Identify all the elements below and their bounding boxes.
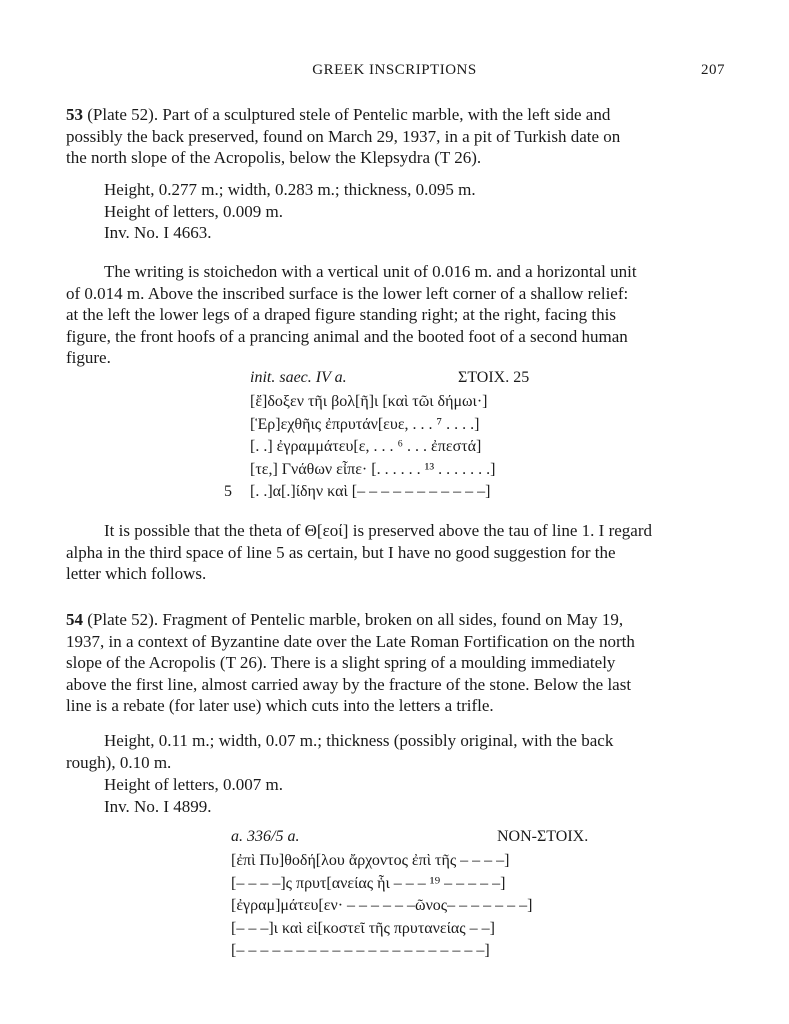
entry-53-intro-line-1: 53 (Plate 52). Part of a sculptured stele of Pentelic marble, with the left side and <box>66 105 611 124</box>
entry-54-intro <box>66 609 726 717</box>
inscription-line: [ἐπὶ Πυ]θοδή[λου ἄρχοντος ἐπὶ τῆς – – – –] <box>231 852 510 869</box>
entry-53-stoich-label: ΣΤΟΙΧ. 25 <box>458 369 530 386</box>
entry-54-intro-line-3: slope of the Acropolis (T 26). There is a slight spring of a moulding immediately <box>66 653 616 672</box>
entry-53-commentary <box>66 520 726 585</box>
entry-54-intro-line-5: line is a rebate (for later use) which cuts into the letters a trifle. <box>66 696 494 715</box>
entry-54-stoich-label: NON-ΣΤΟΙΧ. <box>497 828 589 845</box>
entry-53-description-line-4: figure, the front hoofs of a prancing animal and the booted foot of a second human <box>66 326 628 346</box>
entry-53-description <box>66 261 726 369</box>
inscription-line: [ἔ]δοξεν τῆι βολ[ῆ]ι [καὶ τῶι δήμωι·] <box>250 393 488 410</box>
entry-53-intro-line-2: possibly the back preserved, found on March 29, 1937, in a pit of Turkish date on <box>66 126 621 146</box>
entry-54-measurements <box>104 774 726 817</box>
entry-53-commentary-line-1: It is possible that the theta of Θ[εοί] is preserved above the tau of line 1. I regard <box>104 521 652 540</box>
entry-53-commentary-line-2: alpha in the third space of line 5 as certain, but I have no good suggestion for the <box>66 542 616 562</box>
inscription-line: [– – –]ι καὶ εἰ[κοστεῖ τῆς πρυτανείας – –] <box>231 919 495 937</box>
inscription-line: [ἐγραμ]μάτευ[εν· – – – – – –ῶνος– – – – – – –] <box>231 897 533 914</box>
entry-53-letter-height: Height of letters, 0.009 m. <box>104 201 283 221</box>
inscription-line-number: 5 <box>224 483 232 500</box>
inscription-line: [Ἑρ]εχθῆις ἐπρυτάν[ευε, . . . ⁷ . . . .] <box>250 415 480 433</box>
entry-53-commentary-line-3: letter which follows. <box>66 564 207 583</box>
running-head-title: GREEK INSCRIPTIONS <box>312 62 477 78</box>
entry-53-inscription <box>224 367 530 504</box>
entry-54-intro-line-4: above the first line, almost carried away by the fracture of the stone. Below the last <box>66 674 632 694</box>
entry-54-number: 54 <box>66 610 83 629</box>
entry-53-dimensions: Height, 0.277 m.; width, 0.283 m.; thickness, 0.095 m. <box>104 180 476 199</box>
entry-54-dimensions-line-1: Height, 0.11 m.; width, 0.07 m.; thickness (possibly original, with the back <box>104 731 614 750</box>
inscription-line: [. .] ἐγραμμάτευ[ε, . . . ⁶ . . . ἐπεστά] <box>250 438 482 455</box>
entry-53-inscription-header <box>250 367 530 391</box>
entry-53-description-line-1: The writing is stoichedon with a vertical unit of 0.016 m. and a horizontal unit <box>104 262 637 281</box>
entry-54-inscription-date: a. 336/5 a. <box>231 828 300 845</box>
entry-54-dimensions-line-2: rough), 0.10 m. <box>66 752 172 772</box>
entry-54-inscription-header <box>231 826 589 850</box>
entry-53-measurements <box>104 179 726 244</box>
entry-54-intro-line-2: 1937, in a context of Byzantine date over the Late Roman Fortification on the north <box>66 631 635 651</box>
entry-54-letter-height: Height of letters, 0.007 m. <box>104 775 283 794</box>
entry-54-inventory-number: Inv. No. I 4899. <box>104 796 212 816</box>
entry-53-number: 53 <box>66 105 83 124</box>
entry-53-description-line-3: at the left the lower legs of a draped figure standing right; at the right, facing this <box>66 305 616 324</box>
entry-53-intro <box>66 104 726 169</box>
entry-53-description-line-2: of 0.014 m. Above the inscribed surface is the lower left corner of a shallow relief: <box>66 283 629 303</box>
entry-54-inscription <box>231 826 589 963</box>
entry-53-inventory-number: Inv. No. I 4663. <box>104 223 212 242</box>
inscription-line: 5 [. .]α[.]ίδην καὶ [– – – – – – – – – – –] <box>250 481 496 504</box>
entry-54-intro-line-1: 54 (Plate 52). Fragment of Pentelic marble, broken on all sides, found on May 19, <box>66 610 624 629</box>
inscription-line: [– – – – – – – – – – – – – – – – – – – – –] <box>231 942 490 959</box>
entry-53-inscription-date: init. saec. IV a. <box>250 369 347 386</box>
inscription-line: [τε,] Γνάθων εἶπε· [. . . . . . ¹³ . . . . . . .] <box>250 460 496 478</box>
entry-54-dimensions <box>66 730 726 773</box>
entry-53-intro-line-3: the north slope of the Acropolis, below the Klepsydra (T 26). <box>66 148 482 167</box>
entry-53-description-line-5: figure. <box>66 348 111 367</box>
inscription-line: [– – – –]ς πρυτ[ανείας ἧι – – – ¹⁹ – – – – –] <box>231 874 506 892</box>
page-number: 207 <box>701 62 725 78</box>
